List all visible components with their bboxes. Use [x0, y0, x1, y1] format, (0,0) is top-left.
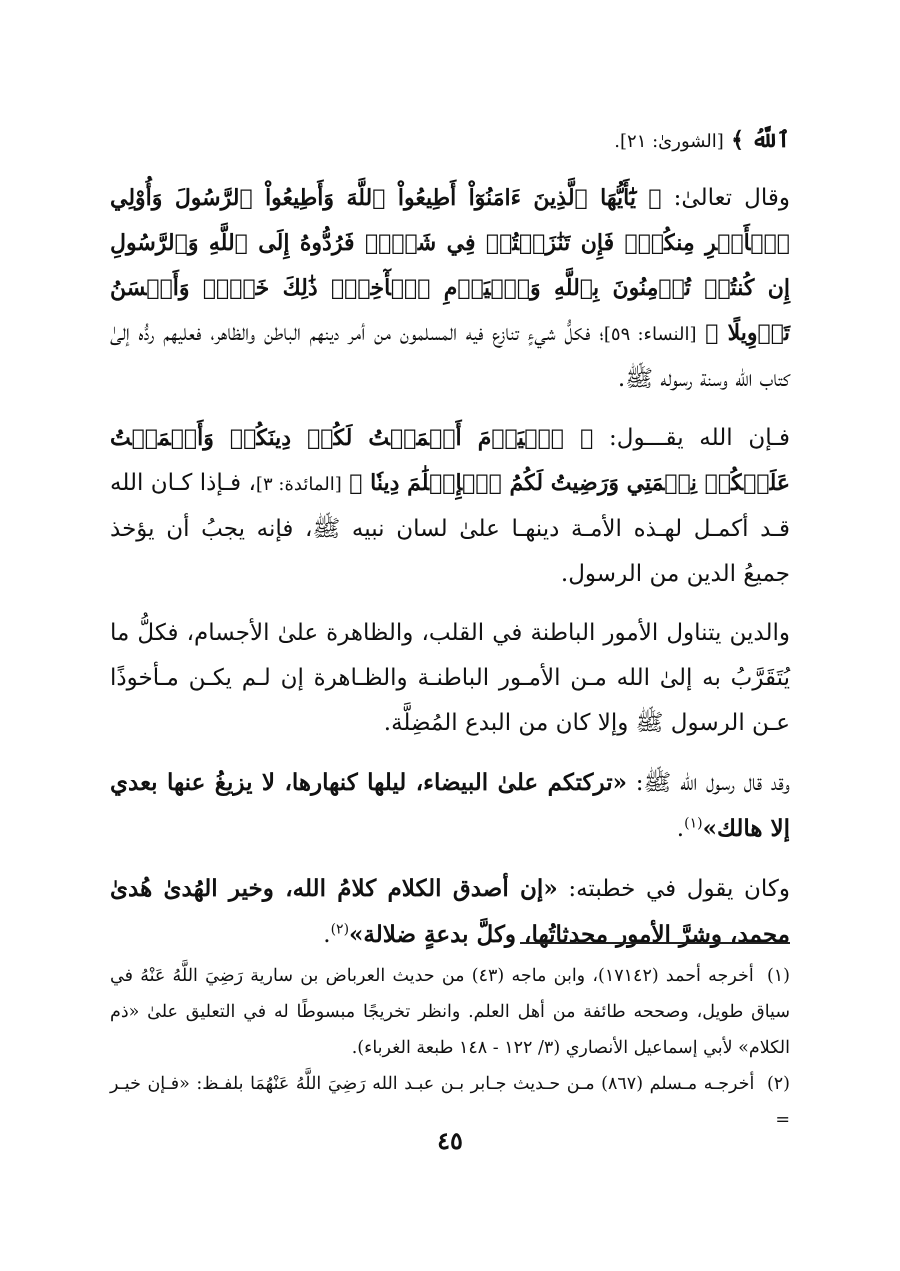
surah-citation: [الشورىٰ: ٢١].	[614, 131, 724, 152]
hadith-text: «تركتكم علىٰ البيضاء، ليلها كنهارها، لا يزيغُ عنها بعدي إلا هالك»	[110, 769, 790, 842]
surah-citation: [النساء: ٥٩]	[603, 324, 697, 345]
paragraph-hadith-khutbah	[110, 866, 790, 958]
paragraph-end: .	[323, 922, 331, 948]
paragraph-completed-religion	[110, 416, 790, 597]
footnote-ref-1[interactable]: (١)	[684, 815, 703, 832]
paragraph-text: ؛ فكلُّ شيءٍ تنازع فيه المسلمون من أمر دينهم الباطن والظاهر، فعليهم ردُّه إلىٰ كتاب الله وسنة رسوله ﷺ.	[110, 320, 790, 392]
quran-verse: ﴿ ٱلۡيَوۡمَ أَكۡمَلۡتُ لَكُمۡ دِينَكُمۡ وَأَتۡمَمۡتُ عَلَيۡكُمۡ نِعۡمَتِي وَرَضِيتُ لَكُمُ ٱلۡإِسۡلَٰمَ دِينٗا ﴾	[110, 425, 791, 496]
paragraph-end: .	[676, 816, 685, 842]
paragraph-religion-scope	[110, 611, 790, 746]
paragraph-obey-allah	[110, 176, 790, 402]
paragraph-text: والدين يتناول الأمور الباطنة في القلب، والظاهرة علىٰ الأجسام، فكلُّ ما يُتَقَرَّبُ به إلىٰ الله مـن الأمـور الباطنـة والظـاهرة إن لـم يكـن مـأخوذًا عـن الرسول ﷺ وإلا كان من البدع المُضِلَّة.	[110, 620, 790, 736]
quran-fragment: ٱللَّهُ	[751, 127, 790, 153]
footnote-ref-2[interactable]: (٢)	[330, 921, 350, 938]
footnote-number: (١)	[766, 966, 790, 986]
footnote-number: (٢)	[766, 1074, 790, 1094]
paragraph-text: ، فـإذا كـان الله قـد أكمـل لهـذه الأمـة دينهـا علىٰ لسان نبيه ﷺ، فإنه يجبُ أن يؤخذ جميعُ الدين من الرسول.	[110, 470, 790, 587]
quran-verse: ﴿ يَٰٓأَيُّهَا ٱلَّذِينَ ءَامَنُوٓاْ أَطِيعُواْ ٱللَّهَ وَأَطِيعُواْ ٱلرَّسُولَ وَأُوْلِي ٱلۡأَمۡرِ مِنكُمۡۖ فَإِن تَنَٰزَعۡتُمۡ فِي شَيۡءٖ فَرُدُّوهُ إِلَى ٱللَّهِ وَٱلرَّسُولِ إِن كُنتُمۡ تُؤۡمِنُونَ بِٱللَّهِ وَٱلۡيَوۡمِ ٱلۡأٓخِرِۚ ذَٰلِكَ خَيۡرٞ وَأَحۡسَنُ تَأۡوِيلًا ﴾	[110, 185, 791, 346]
paragraph-quran-ref	[110, 118, 790, 164]
footnotes	[110, 958, 790, 1138]
paragraph-intro: فـإن الله يقـــول:	[609, 425, 790, 451]
surah-citation: [المائدة: ٣]	[255, 474, 342, 495]
footnote-separator	[520, 942, 790, 944]
footnote-1	[110, 958, 790, 1066]
paragraph-hadith-baydaa	[110, 760, 790, 852]
paragraph-intro: وقال تعالىٰ:	[673, 185, 790, 211]
paragraph-intro: وكان يقول في خطبته:	[568, 876, 790, 902]
paragraph-intro: وقد قال رسول الله ﷺ:	[635, 770, 790, 796]
footnote-text: أخرجـه مـسلم (٨٦٧) مـن حـديث جـابر بـن عبـد الله رَضِيَ اللَّهُ عَنْهُمَا بلفـظ: «فـإن خيـر =	[110, 1074, 790, 1130]
page-content	[110, 118, 790, 1271]
hadith-text: «إن أصدق الكلام كلامُ الله، وخير الهُدىٰ هُدىٰ محمد، وشرَّ الأمور محدثاتُها، وكلَّ بدعةٍ ضلالة»	[110, 875, 790, 948]
page-number: ٤٥	[437, 1126, 463, 1155]
footnote-text: أخرجه أحمد (١٧١٤٢)، وابن ماجه (٤٣) من حديث العرباض بن سارية رَضِيَ اللَّهُ عَنْهُ في سياق طويل، وصححه طائفة من أهل العلم. وانظر تخريجًا مبسوطًا له في التعليق علىٰ «ذم الكلام» لأبي إسماعيل الأنصاري (٣/ ١٢٢ - ١٤٨ طبعة الغرباء).	[110, 966, 790, 1058]
quran-bracket-close: ﴾	[731, 127, 745, 153]
